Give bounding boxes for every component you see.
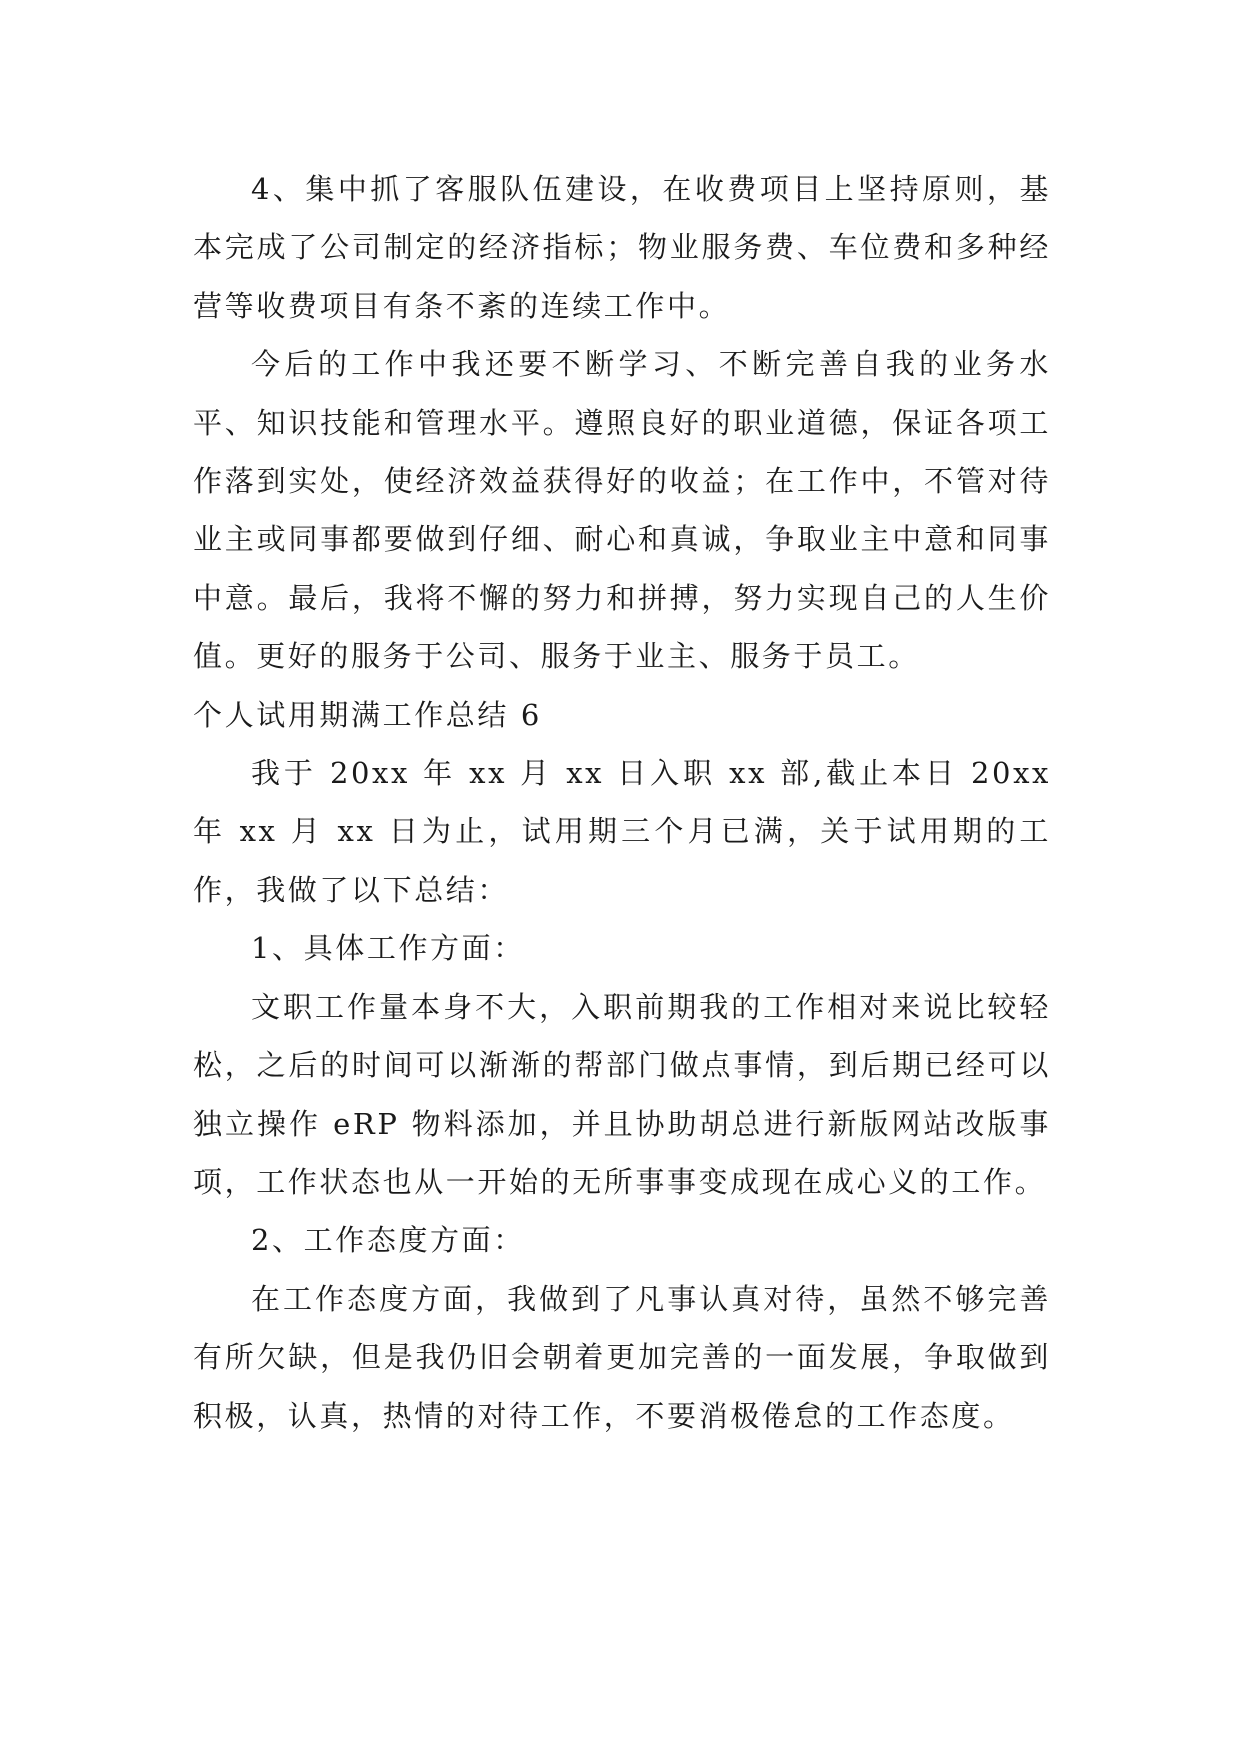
paragraph-attitude-details: 在工作态度方面，我做到了凡事认真对待，虽然不够完善有所欠缺，但是我仍旧会朝着更加完善的一面发展，争取做到积极，认真，热情的对待工作，不要消极倦怠的工作态度。 <box>193 1281 1051 1433</box>
paragraph-heading-attitude: 2、工作态度方面： <box>251 1223 525 1258</box>
document-body <box>193 160 1051 1445</box>
paragraph-intro: 我于 20xx 年 xx 月 xx 日入职 xx 部,截止本日 20xx 年 xx 月 xx 日为止，试用期三个月已满，关于试用期的工作，我做了以下总结： <box>193 756 1051 907</box>
section-title: 个人试用期满工作总结 6 <box>193 697 542 732</box>
paragraph-customer-service: 4、集中抓了客服队伍建设，在收费项目上坚持原则，基本完成了公司制定的经济指标；物业服务费、车位费和多种经营等收费项目有条不紊的连续工作中。 <box>193 172 1051 323</box>
paragraph-future-work: 今后的工作中我还要不断学习、不断完善自我的业务水平、知识技能和管理水平。遵照良好的职业道德，保证各项工作落到实处，使经济效益获得好的收益；在工作中，不管对待业主或同事都要做到仔细、耐心和真诚，争取业主中意和同事中意。最后，我将不懈的努力和拼搏，努力实现自己的人生价值。更好的服务于公司、服务于业主、服务于员工。 <box>193 347 1051 674</box>
paragraph-heading-work: 1、具体工作方面： <box>251 931 525 966</box>
paragraph-work-details: 文职工作量本身不大，入职前期我的工作相对来说比较轻松，之后的时间可以渐渐的帮部门做点事情，到后期已经可以独立操作 eRP 物料添加，并且协助胡总进行新版网站改版事项，工作状态也从一开始的无所事事变成现在成心义的工作。 <box>193 989 1051 1199</box>
